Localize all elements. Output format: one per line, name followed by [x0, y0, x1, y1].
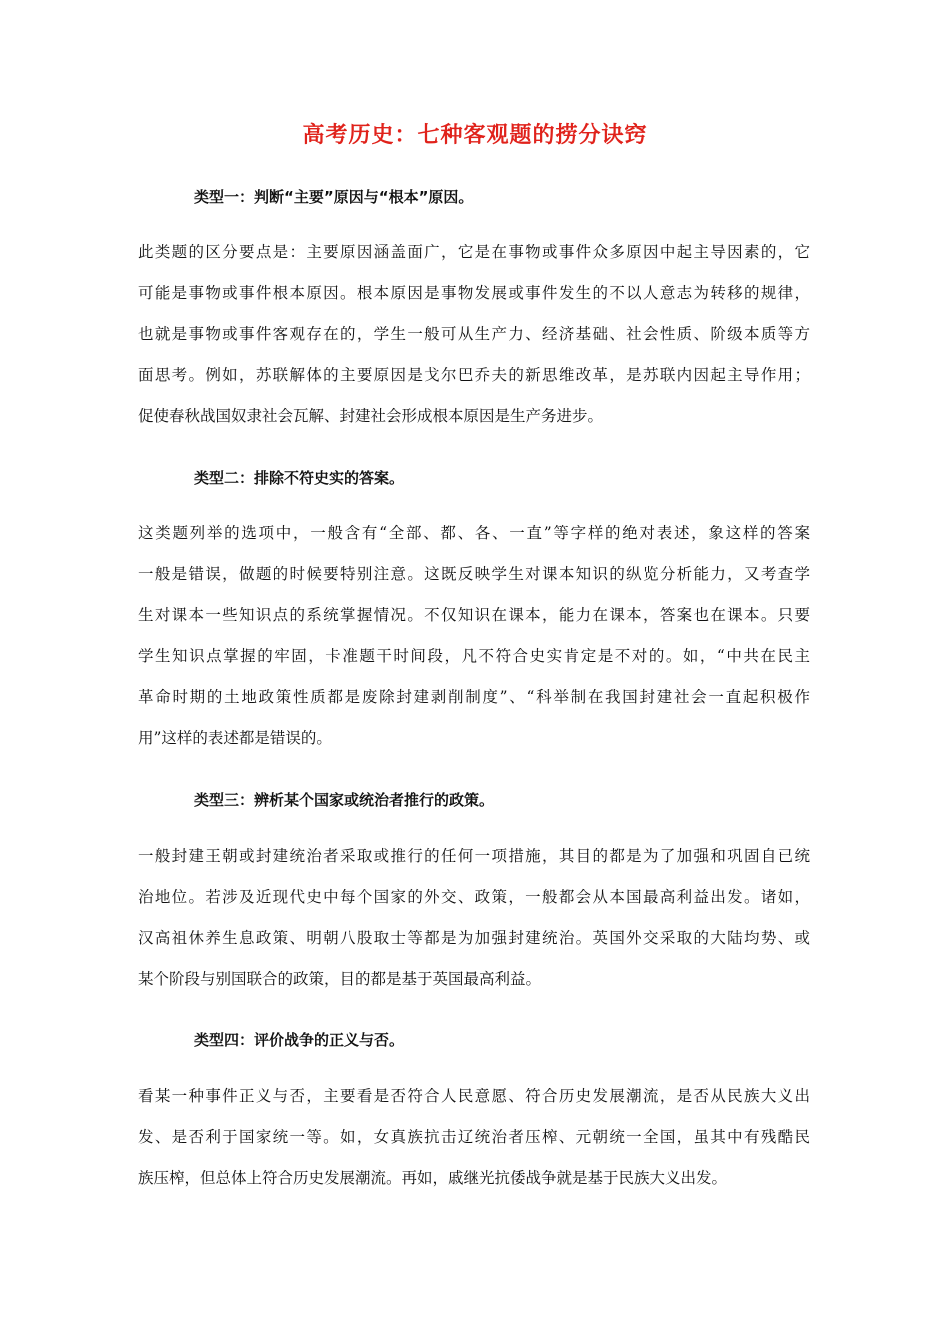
section-paragraph-2 [138, 513, 810, 759]
paragraph-line: 面思考。例如，苏联解体的主要原因是戈尔巴乔夫的新思维改革，是苏联内因起主导作用； [138, 366, 810, 384]
paragraph-line: 某个阶段与别国联合的政策，目的都是基于英国最高利益。 [138, 970, 542, 988]
paragraph-line: 治地位。若涉及近现代史中每个国家的外交、政策，一般都会从本国最高利益出发。诸如， [138, 888, 810, 906]
paragraph-line: 一般是错误，做题的时候要特别注意。这既反映学生对课本知识的纵览分析能力，又考查学 [138, 565, 810, 583]
paragraph-line: 革命时期的土地政策性质都是废除封建剥削制度”、“科举制在我国封建社会一直起积极作 [138, 688, 810, 706]
paragraph-line: 看某一种事件正义与否，主要看是否符合人民意愿、符合历史发展潮流，是否从民族大义出 [138, 1087, 810, 1105]
paragraph-line: 发、是否利于国家统一等。如，女真族抗击辽统治者压榨、元朝统一全国，虽其中有残酷民 [138, 1128, 810, 1146]
paragraph-line: 促使春秋战国奴隶社会瓦解、封建社会形成根本原因是生产务进步。 [138, 407, 604, 425]
paragraph-line: 可能是事物或事件根本原因。根本原因是事物发展或事件发生的不以人意志为转移的规律， [138, 284, 810, 302]
paragraph-line: 也就是事物或事件客观存在的，学生一般可从生产力、经济基础、社会性质、阶级本质等方 [138, 325, 810, 343]
paragraph-line: 生对课本一些知识点的系统掌握情况。不仅知识在课本，能力在课本，答案也在课本。只要 [138, 606, 810, 624]
section-heading-4: 类型四：评价战争的正义与否。 [194, 1031, 405, 1049]
document-title: 高考历史：七种客观题的捞分诀窍 [302, 123, 648, 148]
section-paragraph-4 [138, 1076, 810, 1199]
paragraph-line: 用”这样的表述都是错误的。 [138, 729, 332, 747]
paragraph-line: 这类题列举的选项中，一般含有“全部、都、各、一直”等字样的绝对表述，象这样的答案 [138, 524, 810, 542]
section-heading-2: 类型二：排除不符史实的答案。 [194, 469, 405, 487]
section-heading-1: 类型一：判断“主要”原因与“根本”原因。 [194, 188, 474, 206]
section-paragraph-1 [138, 232, 810, 437]
paragraph-line: 汉高祖休养生息政策、明朝八股取士等都是为加强封建统治。英国外交采取的大陆均势、或 [138, 929, 810, 947]
section-paragraph-3 [138, 836, 810, 1000]
paragraph-line: 族压榨，但总体上符合历史发展潮流。再如，戚继光抗倭战争就是基于民族大义出发。 [138, 1169, 728, 1187]
paragraph-line: 一般封建王朝或封建统治者采取或推行的任何一项措施，其目的都是为了加强和巩固自已统 [138, 847, 810, 865]
section-heading-3: 类型三：辨析某个国家或统治者推行的政策。 [194, 791, 495, 809]
paragraph-line: 此类题的区分要点是：主要原因涵盖面广，它是在事物或事件众多原因中起主导因素的，它 [138, 243, 810, 261]
paragraph-line: 学生知识点掌握的牢固，卡准题干时间段，凡不符合史实肯定是不对的。如，“中共在民主 [138, 647, 810, 665]
